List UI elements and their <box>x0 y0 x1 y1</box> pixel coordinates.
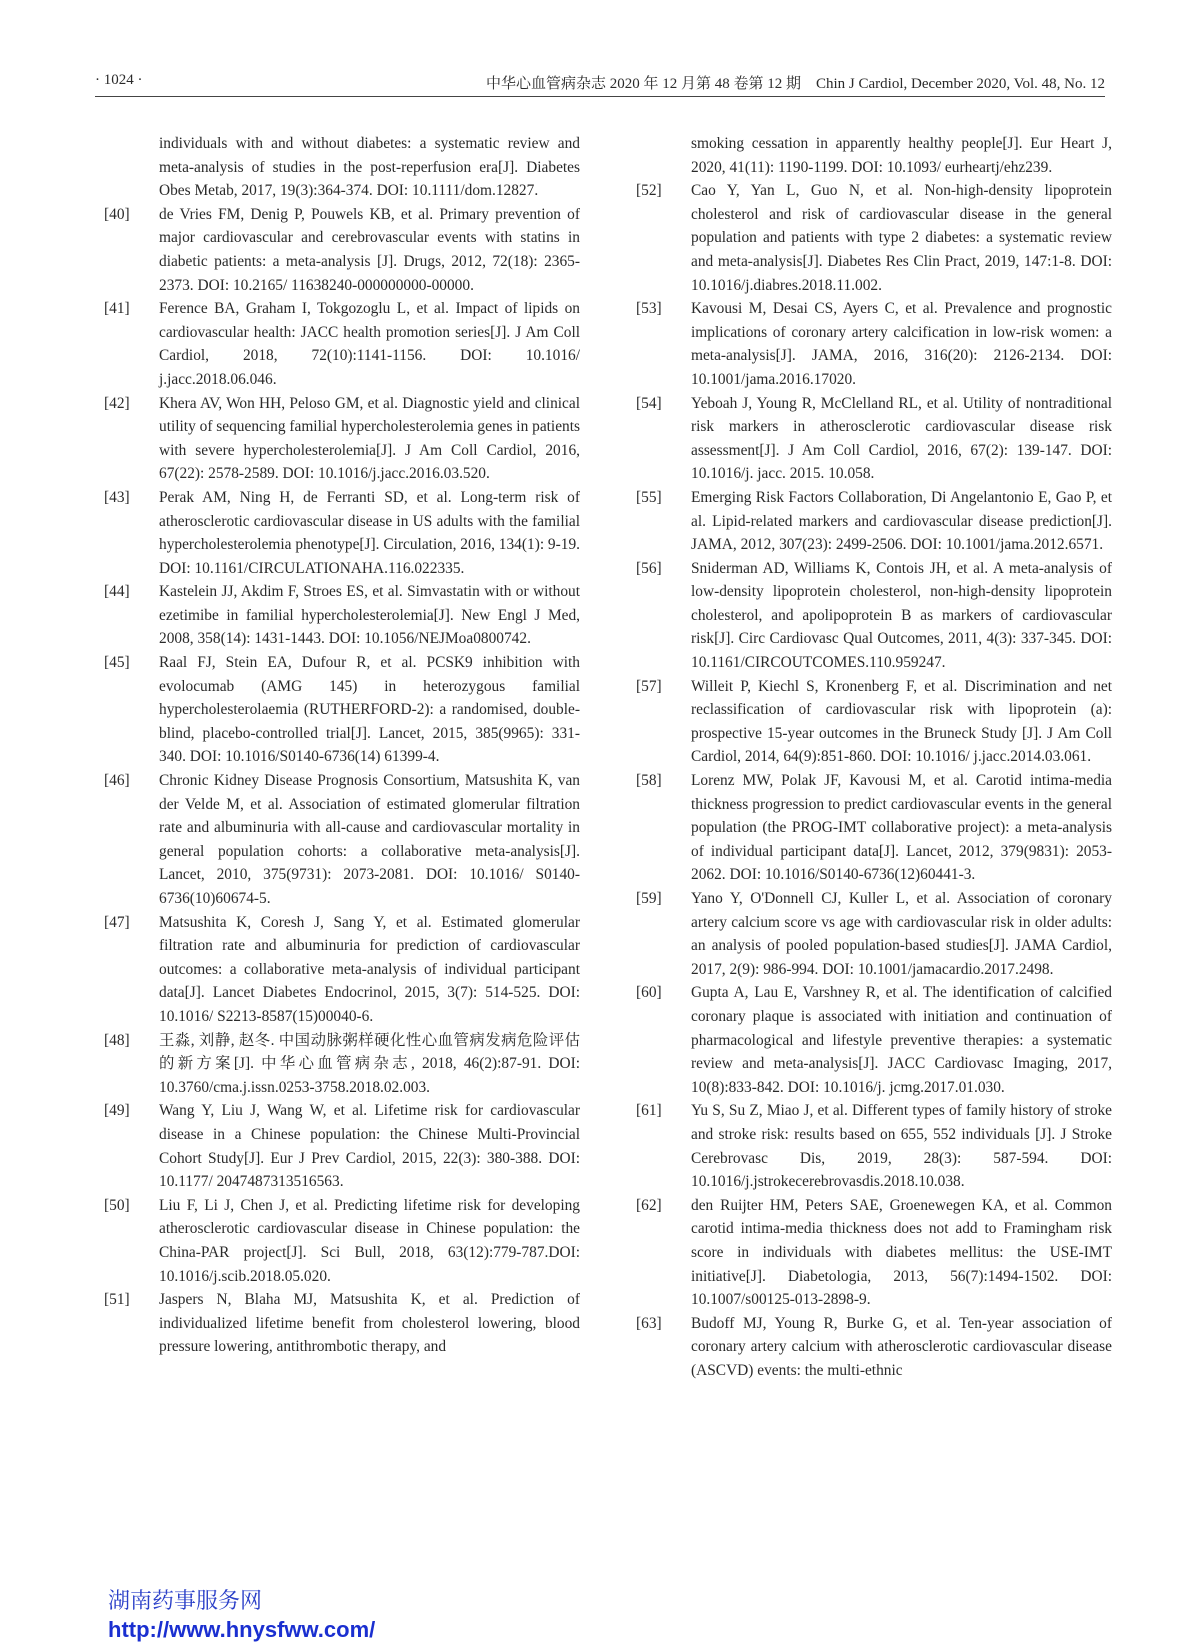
reference-text: Yano Y, O'Donnell CJ, Kuller L, et al. Association of coronary artery calcium score vs age with cardiovascular risk in older adults: an analysis of pooled population-based studies[J]. JAMA Cardiol, 2017, 2(9): 986-994. DOI: 10.1001/jamacardio.2017.2498. <box>691 890 1112 978</box>
reference-text: Wang Y, Liu J, Wang W, et al. Lifetime risk for cardiovascular disease in a Chinese population: the Chinese Multi-Provincial Cohort Study[J]. Eur J Prev Cardiol, 2015, 22(3): 380-388. DOI: 10.1177/ 2047487313516563. <box>159 1102 580 1191</box>
reference-text: Chronic Kidney Disease Prognosis Consortium, Matsushita K, van der Velde M, et al. Association of estimated glomerular filtration rate and albuminuria with all-cause and cardiovascular mortality in general population cohorts: a collaborative meta-analysis[J]. Lancet, 2010, 375(9731): 2073-2081. DOI: 10.1016/ S0140-6736(10)60674-5. <box>159 772 580 907</box>
reference-text: Kavousi M, Desai CS, Ayers C, et al. Prevalence and prognostic implications of coronary artery calcification in low-risk women: a meta-analysis[J]. JAMA, 2016, 316(20): 2126-2134. DOI: 10.1001/jama.2016.17020. <box>691 300 1112 388</box>
reference-item <box>104 486 580 580</box>
reference-number: [50] <box>104 1196 130 1214</box>
reference-number: [55] <box>636 488 662 506</box>
reference-number: [46] <box>104 772 130 790</box>
reference-text: Ference BA, Graham I, Tokgozoglu L, et al. Impact of lipids on cardiovascular health: JACC health promotion series[J]. J Am Coll Cardiol, 2018, 72(10):1141-1156. DOI: 10.1016/ j.jacc.2018.06.046. <box>159 300 580 388</box>
reference-item <box>104 1029 580 1100</box>
reference-number: [48] <box>104 1031 130 1049</box>
reference-item <box>104 769 580 911</box>
journal-citation-line: 中华心血管病杂志 2020 年 12 月第 48 卷第 12 期 Chin J Cardiol, December 2020, Vol. 48, No. 12 <box>485 76 1105 92</box>
reference-number: [57] <box>636 677 662 695</box>
reference-number: [53] <box>636 300 662 318</box>
reference-number: [42] <box>104 394 130 412</box>
reference-text: Khera AV, Won HH, Peloso GM, et al. Diagnostic yield and clinical utility of sequencing familial hypercholesterolemia genes in patients with severe hypercholesterolemia[J]. J Am Coll Cardiol, 2016, 67(22): 2578-2589. DOI: 10.1016/j.jacc.2016.03.520. <box>159 394 580 483</box>
reference-item <box>636 1099 1112 1193</box>
reference-text: 王淼, 刘静, 赵冬. 中国动脉粥样硬化性心血管病发病危险评估的新方案[J]. 中华心血管病杂志, 2018, 46(2):87-91. DOI: 10.3760/cma.j.issn.0253-3758.2018.02.003. <box>159 1031 580 1096</box>
reference-item <box>104 911 580 1029</box>
reference-text: smoking cessation in apparently healthy people[J]. Eur Heart J, 2020, 41(11): 1190-1199. DOI: 10.1093/ eurheartj/ehz239. <box>691 135 1112 176</box>
reference-text: Jaspers N, Blaha MJ, Matsushita K, et al. Prediction of individualized lifetime benefit from cholesterol lowering, blood pressure lowering, antithrombotic therapy, and <box>159 1291 580 1356</box>
reference-item <box>636 486 1112 557</box>
reference-number: [47] <box>104 913 130 931</box>
reference-text: individuals with and without diabetes: a systematic review and meta-analysis of studies in the post-reperfusion era[J]. Diabetes Obes Metab, 2017, 19(3):364-374. DOI: 10.1111/dom.12827. <box>159 135 580 200</box>
reference-item <box>104 297 580 391</box>
page-number: · 1024 · <box>95 72 143 88</box>
reference-text: Willeit P, Kiechl S, Kronenberg F, et al. Discrimination and net reclassification of cardiovascular risk with lipoprotein (a): prospective 15-year outcomes in the Bruneck Study [J]. J Am Coll Cardiol, 2014, 64(9):851-860. DOI: 10.1016/ j.jacc.2014.03.061. <box>691 677 1112 766</box>
reference-item <box>636 769 1112 887</box>
reference-text: Lorenz MW, Polak JF, Kavousi M, et al. Carotid intima-media thickness progression to predict cardiovascular events in the general population (the PROG-IMT collaborative project): a meta-analysis of individual participant data[J]. Lancet, 2012, 379(9831): 2053-2062. DOI: 10.1016/S0140-6736(12)60441-3. <box>691 772 1112 884</box>
reference-text: Perak AM, Ning H, de Ferranti SD, et al. Long-term risk of atherosclerotic cardiovascular disease in US adults with the familial hypercholesterolemia phenotype[J]. Circulation, 2016, 134(1): 9-19. DOI: 10.1161/CIRCULATIONAHA.116.022335. <box>159 488 580 577</box>
reference-number: [43] <box>104 488 130 506</box>
reference-number: [61] <box>636 1102 662 1120</box>
reference-text: Sniderman AD, Williams K, Contois JH, et al. A meta-analysis of low-density lipoprotein cholesterol, non-high-density lipoprotein cholesterol, and apolipoprotein B as markers of cardiovascular risk[J]. Circ Cardiovasc Qual Outcomes, 2011, 4(3): 337-345. DOI: 10.1161/CIRCOUTCOMES.110.959247. <box>691 559 1112 672</box>
site-watermark <box>108 1588 375 1644</box>
reference-item <box>636 1194 1112 1312</box>
right-column-references <box>636 132 1112 1382</box>
left-column-references <box>104 132 580 1359</box>
reference-item <box>104 1194 580 1288</box>
reference-item <box>104 392 580 486</box>
reference-number: [51] <box>104 1291 130 1309</box>
reference-number: [60] <box>636 984 662 1002</box>
reference-text: den Ruijter HM, Peters SAE, Groenewegen KA, et al. Common carotid intima-media thickness does not add to Framingham risk score in individuals with diabetes mellitus: the USE-IMT initiative[J]. Diabetologia, 2013, 56(7):1494-1502. DOI: 10.1007/s00125-013-2898-9. <box>691 1196 1112 1309</box>
reference-number: [44] <box>104 583 130 601</box>
reference-item <box>636 887 1112 981</box>
reference-text: Gupta A, Lau E, Varshney R, et al. The identification of calcified coronary plaque is associated with initiation and continuation of pharmacological and lifestyle preventive therapies: a systematic review and meta-analysis[J]. JACC Cardiovasc Imaging, 2017, 10(8):833-842. DOI: 10.1016/j. jcmg.2017.01.030. <box>691 984 1112 1096</box>
reference-item <box>104 1288 580 1359</box>
reference-item <box>104 651 580 769</box>
reference-text: Emerging Risk Factors Collaboration, Di Angelantonio E, Gao P, et al. Lipid-related markers and cardiovascular disease prediction[J]. JAMA, 2012, 307(23): 2499-2506. DOI: 10.1001/jama.2012.6571. <box>691 488 1112 554</box>
reference-number: [52] <box>636 182 662 200</box>
reference-text: de Vries FM, Denig P, Pouwels KB, et al. Primary prevention of major cardiovascular and cerebrovascular events with statins in diabetic patients: a meta-analysis [J]. Drugs, 2012, 72(18): 2365-2373. DOI: 10.2165/ 11638240-000000000-00000. <box>159 205 580 294</box>
reference-text: Kastelein JJ, Akdim F, Stroes ES, et al. Simvastatin with or without ezetimibe in familial hypercholesterolemia[J]. New Engl J Med, 2008, 358(14): 1431-1443. DOI: 10.1056/NEJMoa0800742. <box>159 583 580 648</box>
reference-item <box>636 557 1112 675</box>
reference-number: [41] <box>104 300 130 318</box>
reference-number: [49] <box>104 1102 130 1120</box>
reference-text: Liu F, Li J, Chen J, et al. Predicting lifetime risk for developing atherosclerotic cardiovascular disease in Chinese population: the China-PAR project[J]. Sci Bull, 2018, 63(12):779-787.DOI: 10.1016/j.scib.2018.05.020. <box>159 1196 580 1285</box>
reference-item <box>104 203 580 297</box>
reference-item <box>636 297 1112 391</box>
reference-number: [54] <box>636 394 662 412</box>
watermark-site-name: 湖南药事服务网 <box>108 1589 263 1614</box>
reference-text: Cao Y, Yan L, Guo N, et al. Non-high-density lipoprotein cholesterol and risk of cardiovascular disease in the general population and patients with type 2 diabetes: a systematic review and meta-analysis[J]. Diabetes Res Clin Pract, 2019, 147:1-8. DOI: 10.1016/j.diabres.2018.11.002. <box>691 182 1112 294</box>
watermark-url: http://www.hnysfww.com/ <box>108 1617 376 1642</box>
reference-number: [45] <box>104 654 130 672</box>
reference-number: [58] <box>636 772 662 790</box>
reference-number: [56] <box>636 559 662 577</box>
reference-text: Yu S, Su Z, Miao J, et al. Different types of family history of stroke and stroke risk: results based on 655, 552 individuals [J]. J Stroke Cerebrovasc Dis, 2019, 28(3): 587-594. DOI: 10.1016/j.jstrokecerebrovasdis.2018.10.038. <box>691 1102 1112 1191</box>
reference-item <box>636 179 1112 297</box>
reference-text: Raal FJ, Stein EA, Dufour R, et al. PCSK9 inhibition with evolocumab (AMG 145) in heterozygous familial hypercholesterolaemia (RUTHERFORD-2): a randomised, double-blind, placebo-controlled trial[J]. Lancet, 2015, 385(9965): 331-340. DOI: 10.1016/S0140-6736(14) 61399-4. <box>159 654 580 766</box>
reference-text: Budoff MJ, Young R, Burke G, et al. Ten-year association of coronary artery calcium with atherosclerotic cardiovascular disease (ASCVD) events: the multi-ethnic <box>691 1314 1112 1379</box>
reference-item <box>636 981 1112 1099</box>
reference-item <box>104 132 580 203</box>
reference-item <box>636 392 1112 486</box>
reference-number: [59] <box>636 890 662 907</box>
reference-item <box>636 675 1112 769</box>
running-header <box>95 72 1105 97</box>
reference-item <box>104 580 580 651</box>
reference-number: [40] <box>104 205 130 223</box>
reference-item <box>636 132 1112 179</box>
reference-item <box>104 1099 580 1193</box>
reference-number: [62] <box>636 1196 662 1214</box>
reference-text: Yeboah J, Young R, McClelland RL, et al. Utility of nontraditional risk markers in atherosclerotic cardiovascular disease risk assessment[J]. J Am Coll Cardiol, 2016, 67(2): 139-147. DOI: 10.1016/j. jacc. 2015. 10.058. <box>691 394 1112 483</box>
reference-number: [63] <box>636 1314 662 1332</box>
reference-item <box>636 1312 1112 1383</box>
reference-text: Matsushita K, Coresh J, Sang Y, et al. Estimated glomerular filtration rate and albuminuria for prediction of cardiovascular outcomes: a collaborative meta-analysis of individual participant data[J]. Lancet Diabetes Endocrinol, 2015, 3(7): 514-525. DOI: 10.1016/ S2213-8587(15)00040-6. <box>159 913 580 1025</box>
